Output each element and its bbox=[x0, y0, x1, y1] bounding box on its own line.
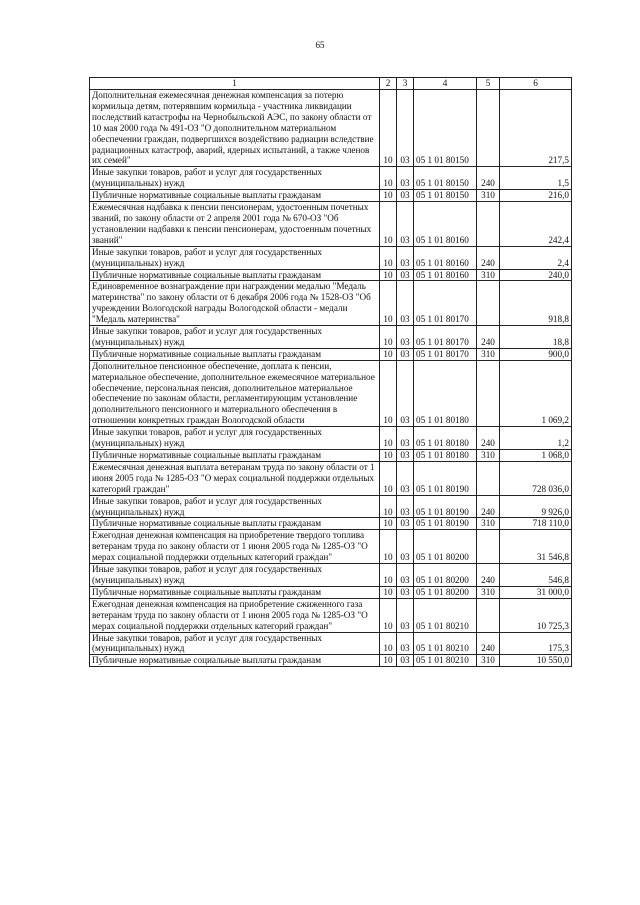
cell-amount: 10 725,3 bbox=[500, 598, 572, 632]
cell-subsection: 03 bbox=[397, 495, 414, 518]
cell-subsection: 03 bbox=[397, 167, 414, 190]
table-row bbox=[90, 518, 572, 530]
cell-section: 10 bbox=[380, 564, 397, 587]
table-header-row bbox=[90, 78, 572, 90]
table-row bbox=[90, 167, 572, 190]
table-row bbox=[90, 90, 572, 167]
cell-section: 10 bbox=[380, 632, 397, 655]
cell-target-code: 05 1 01 80190 bbox=[414, 518, 477, 530]
cell-subsection: 03 bbox=[397, 326, 414, 349]
cell-amount: 1 069,2 bbox=[500, 360, 572, 426]
cell-amount: 18,8 bbox=[500, 326, 572, 349]
cell-expense-type: 240 bbox=[477, 495, 500, 518]
cell-amount: 546,8 bbox=[500, 564, 572, 587]
cell-subsection: 03 bbox=[397, 632, 414, 655]
cell-subsection: 03 bbox=[397, 360, 414, 426]
cell-expense-type: 310 bbox=[477, 450, 500, 462]
cell-subsection: 03 bbox=[397, 598, 414, 632]
cell-expense-type: 310 bbox=[477, 518, 500, 530]
cell-target-code: 05 1 01 80200 bbox=[414, 530, 477, 564]
table-row bbox=[90, 427, 572, 450]
cell-name: Публичные нормативные социальные выплаты гражданам bbox=[90, 586, 380, 598]
cell-target-code: 05 1 01 80190 bbox=[414, 495, 477, 518]
cell-section: 10 bbox=[380, 461, 397, 495]
cell-target-code: 05 1 01 80180 bbox=[414, 427, 477, 450]
cell-expense-type bbox=[477, 90, 500, 167]
cell-expense-type bbox=[477, 360, 500, 426]
cell-target-code: 05 1 01 80210 bbox=[414, 632, 477, 655]
cell-target-code: 05 1 01 80150 bbox=[414, 167, 477, 190]
cell-subsection: 03 bbox=[397, 202, 414, 247]
cell-amount: 1,5 bbox=[500, 167, 572, 190]
cell-target-code: 05 1 01 80160 bbox=[414, 246, 477, 269]
table-row bbox=[90, 326, 572, 349]
cell-subsection: 03 bbox=[397, 530, 414, 564]
cell-subsection: 03 bbox=[397, 461, 414, 495]
cell-name: Публичные нормативные социальные выплаты гражданам bbox=[90, 450, 380, 462]
cell-expense-type bbox=[477, 281, 500, 326]
cell-name: Ежегодная денежная компенсация на приобретение твердого топлива ветеранам труда по закону области от 1 июня 2005 года № 1285-ОЗ "О мерах социальной поддержки отдельных категорий граждан" bbox=[90, 530, 380, 564]
table-row bbox=[90, 461, 572, 495]
cell-target-code: 05 1 01 80210 bbox=[414, 598, 477, 632]
table-row bbox=[90, 360, 572, 426]
cell-section: 10 bbox=[380, 495, 397, 518]
cell-target-code: 05 1 01 80170 bbox=[414, 348, 477, 360]
cell-name: Ежегодная денежная компенсация на приобретение сжиженного газа ветеранам труда по закону области от 1 июня 2005 года № 1285-ОЗ "О мерах социальной поддержки отдельных категорий граждан" bbox=[90, 598, 380, 632]
cell-target-code: 05 1 01 80160 bbox=[414, 269, 477, 281]
cell-target-code: 05 1 01 80150 bbox=[414, 90, 477, 167]
table-row bbox=[90, 281, 572, 326]
cell-expense-type bbox=[477, 202, 500, 247]
cell-amount: 9 926,0 bbox=[500, 495, 572, 518]
cell-subsection: 03 bbox=[397, 564, 414, 587]
cell-amount: 10 550,0 bbox=[500, 655, 572, 667]
cell-amount: 718 110,0 bbox=[500, 518, 572, 530]
cell-expense-type: 240 bbox=[477, 632, 500, 655]
table-row bbox=[90, 190, 572, 202]
cell-section: 10 bbox=[380, 90, 397, 167]
cell-expense-type: 240 bbox=[477, 564, 500, 587]
cell-name: Единовременное вознаграждение при награждении медалью "Медаль материнства" по закону области от 6 декабря 2006 года № 1528-ОЗ "Об учреждении Вологодской награды Вологодской области - медали "Медаль материнства" bbox=[90, 281, 380, 326]
page-number: 65 bbox=[315, 40, 325, 50]
cell-target-code: 05 1 01 80170 bbox=[414, 281, 477, 326]
cell-target-code: 05 1 01 80180 bbox=[414, 450, 477, 462]
cell-amount: 728 036,0 bbox=[500, 461, 572, 495]
cell-target-code: 05 1 01 80170 bbox=[414, 326, 477, 349]
cell-amount: 1 068,0 bbox=[500, 450, 572, 462]
cell-section: 10 bbox=[380, 281, 397, 326]
cell-expense-type: 310 bbox=[477, 348, 500, 360]
cell-expense-type: 240 bbox=[477, 427, 500, 450]
cell-expense-type: 310 bbox=[477, 586, 500, 598]
header-col-1: 1 bbox=[90, 78, 380, 90]
table-row bbox=[90, 246, 572, 269]
cell-subsection: 03 bbox=[397, 246, 414, 269]
header-col-4: 4 bbox=[414, 78, 477, 90]
cell-section: 10 bbox=[380, 326, 397, 349]
cell-section: 10 bbox=[380, 269, 397, 281]
cell-target-code: 05 1 01 80180 bbox=[414, 360, 477, 426]
cell-section: 10 bbox=[380, 450, 397, 462]
table-row bbox=[90, 450, 572, 462]
cell-name: Ежемесячная надбавка к пенсии пенсионерам, удостоенным почетных званий, по закону области от 2 апреля 2001 года № 670-ОЗ "Об установлении надбавки к пенсии пенсионерам, удостоенным почетных званий" bbox=[90, 202, 380, 247]
cell-section: 10 bbox=[380, 167, 397, 190]
cell-name: Публичные нормативные социальные выплаты гражданам bbox=[90, 269, 380, 281]
cell-section: 10 bbox=[380, 598, 397, 632]
table-row bbox=[90, 202, 572, 247]
cell-amount: 175,3 bbox=[500, 632, 572, 655]
cell-amount: 216,0 bbox=[500, 190, 572, 202]
header-col-6: 6 bbox=[500, 78, 572, 90]
cell-target-code: 05 1 01 80160 bbox=[414, 202, 477, 247]
cell-subsection: 03 bbox=[397, 190, 414, 202]
header-col-2: 2 bbox=[380, 78, 397, 90]
table-row bbox=[90, 598, 572, 632]
cell-subsection: 03 bbox=[397, 586, 414, 598]
cell-expense-type: 240 bbox=[477, 246, 500, 269]
cell-section: 10 bbox=[380, 655, 397, 667]
cell-name: Иные закупки товаров, работ и услуг для государственных (муниципальных) нужд bbox=[90, 326, 380, 349]
cell-name: Дополнительное пенсионное обеспечение, доплата к пенсии, материальное обеспечение, дополнительное ежемесячное материальное обеспечение, персональная пенсия, дополнительное материальное обеспечение по законам области, регламентирующим установление дополнительного пенсионного и материального обеспечения в отношении конкретных граждан Вологодской области bbox=[90, 360, 380, 426]
cell-section: 10 bbox=[380, 348, 397, 360]
cell-name: Публичные нормативные социальные выплаты гражданам bbox=[90, 348, 380, 360]
cell-subsection: 03 bbox=[397, 427, 414, 450]
cell-section: 10 bbox=[380, 190, 397, 202]
cell-subsection: 03 bbox=[397, 281, 414, 326]
cell-expense-type: 310 bbox=[477, 655, 500, 667]
cell-name: Иные закупки товаров, работ и услуг для государственных (муниципальных) нужд bbox=[90, 495, 380, 518]
cell-expense-type: 240 bbox=[477, 167, 500, 190]
cell-name: Иные закупки товаров, работ и услуг для государственных (муниципальных) нужд bbox=[90, 246, 380, 269]
cell-name: Иные закупки товаров, работ и услуг для государственных (муниципальных) нужд bbox=[90, 564, 380, 587]
table-row bbox=[90, 348, 572, 360]
cell-amount: 31 000,0 bbox=[500, 586, 572, 598]
cell-name: Иные закупки товаров, работ и услуг для государственных (муниципальных) нужд bbox=[90, 632, 380, 655]
table-row bbox=[90, 586, 572, 598]
cell-expense-type: 240 bbox=[477, 326, 500, 349]
budget-table bbox=[89, 77, 572, 667]
cell-expense-type: 310 bbox=[477, 269, 500, 281]
cell-expense-type bbox=[477, 530, 500, 564]
table-row bbox=[90, 564, 572, 587]
cell-expense-type bbox=[477, 598, 500, 632]
cell-target-code: 05 1 01 80190 bbox=[414, 461, 477, 495]
header-col-3: 3 bbox=[397, 78, 414, 90]
cell-target-code: 05 1 01 80200 bbox=[414, 586, 477, 598]
table-row bbox=[90, 530, 572, 564]
cell-expense-type: 310 bbox=[477, 190, 500, 202]
cell-subsection: 03 bbox=[397, 269, 414, 281]
cell-subsection: 03 bbox=[397, 90, 414, 167]
cell-name: Публичные нормативные социальные выплаты гражданам bbox=[90, 518, 380, 530]
cell-amount: 918,8 bbox=[500, 281, 572, 326]
cell-amount: 1,2 bbox=[500, 427, 572, 450]
cell-section: 10 bbox=[380, 586, 397, 598]
cell-subsection: 03 bbox=[397, 518, 414, 530]
header-col-5: 5 bbox=[477, 78, 500, 90]
cell-target-code: 05 1 01 80150 bbox=[414, 190, 477, 202]
cell-amount: 242,4 bbox=[500, 202, 572, 247]
cell-name: Публичные нормативные социальные выплаты гражданам bbox=[90, 190, 380, 202]
cell-target-code: 05 1 01 80200 bbox=[414, 564, 477, 587]
cell-section: 10 bbox=[380, 202, 397, 247]
cell-name: Иные закупки товаров, работ и услуг для государственных (муниципальных) нужд bbox=[90, 167, 380, 190]
table-body bbox=[90, 90, 572, 667]
cell-amount: 217,5 bbox=[500, 90, 572, 167]
cell-name: Ежемесячная денежная выплата ветеранам труда по закону области от 1 июня 2005 года № 1285-ОЗ "О мерах социальной поддержки отдельных категорий граждан" bbox=[90, 461, 380, 495]
cell-amount: 900,0 bbox=[500, 348, 572, 360]
cell-subsection: 03 bbox=[397, 450, 414, 462]
cell-section: 10 bbox=[380, 427, 397, 450]
cell-section: 10 bbox=[380, 246, 397, 269]
cell-subsection: 03 bbox=[397, 655, 414, 667]
cell-name: Публичные нормативные социальные выплаты гражданам bbox=[90, 655, 380, 667]
cell-amount: 240,0 bbox=[500, 269, 572, 281]
table-row bbox=[90, 632, 572, 655]
table-row bbox=[90, 655, 572, 667]
table-row bbox=[90, 495, 572, 518]
cell-name: Иные закупки товаров, работ и услуг для государственных (муниципальных) нужд bbox=[90, 427, 380, 450]
table-row bbox=[90, 269, 572, 281]
cell-target-code: 05 1 01 80210 bbox=[414, 655, 477, 667]
cell-section: 10 bbox=[380, 360, 397, 426]
cell-expense-type bbox=[477, 461, 500, 495]
cell-name: Дополнительная ежемесячная денежная компенсация за потерю кормильца детям, потерявшим кормильца - участника ликвидации последствий катастрофы на Чернобыльской АЭС, по закону области от 10 мая 2000 года № 491-ОЗ "О дополнительном материальном обеспечении граждан, подвергшихся воздействию радиации вследствие радиационных катастроф, аварий, ядерных испытаний, а также членов их семей" bbox=[90, 90, 380, 167]
cell-subsection: 03 bbox=[397, 348, 414, 360]
cell-amount: 2,4 bbox=[500, 246, 572, 269]
cell-amount: 31 546,8 bbox=[500, 530, 572, 564]
cell-section: 10 bbox=[380, 530, 397, 564]
cell-section: 10 bbox=[380, 518, 397, 530]
